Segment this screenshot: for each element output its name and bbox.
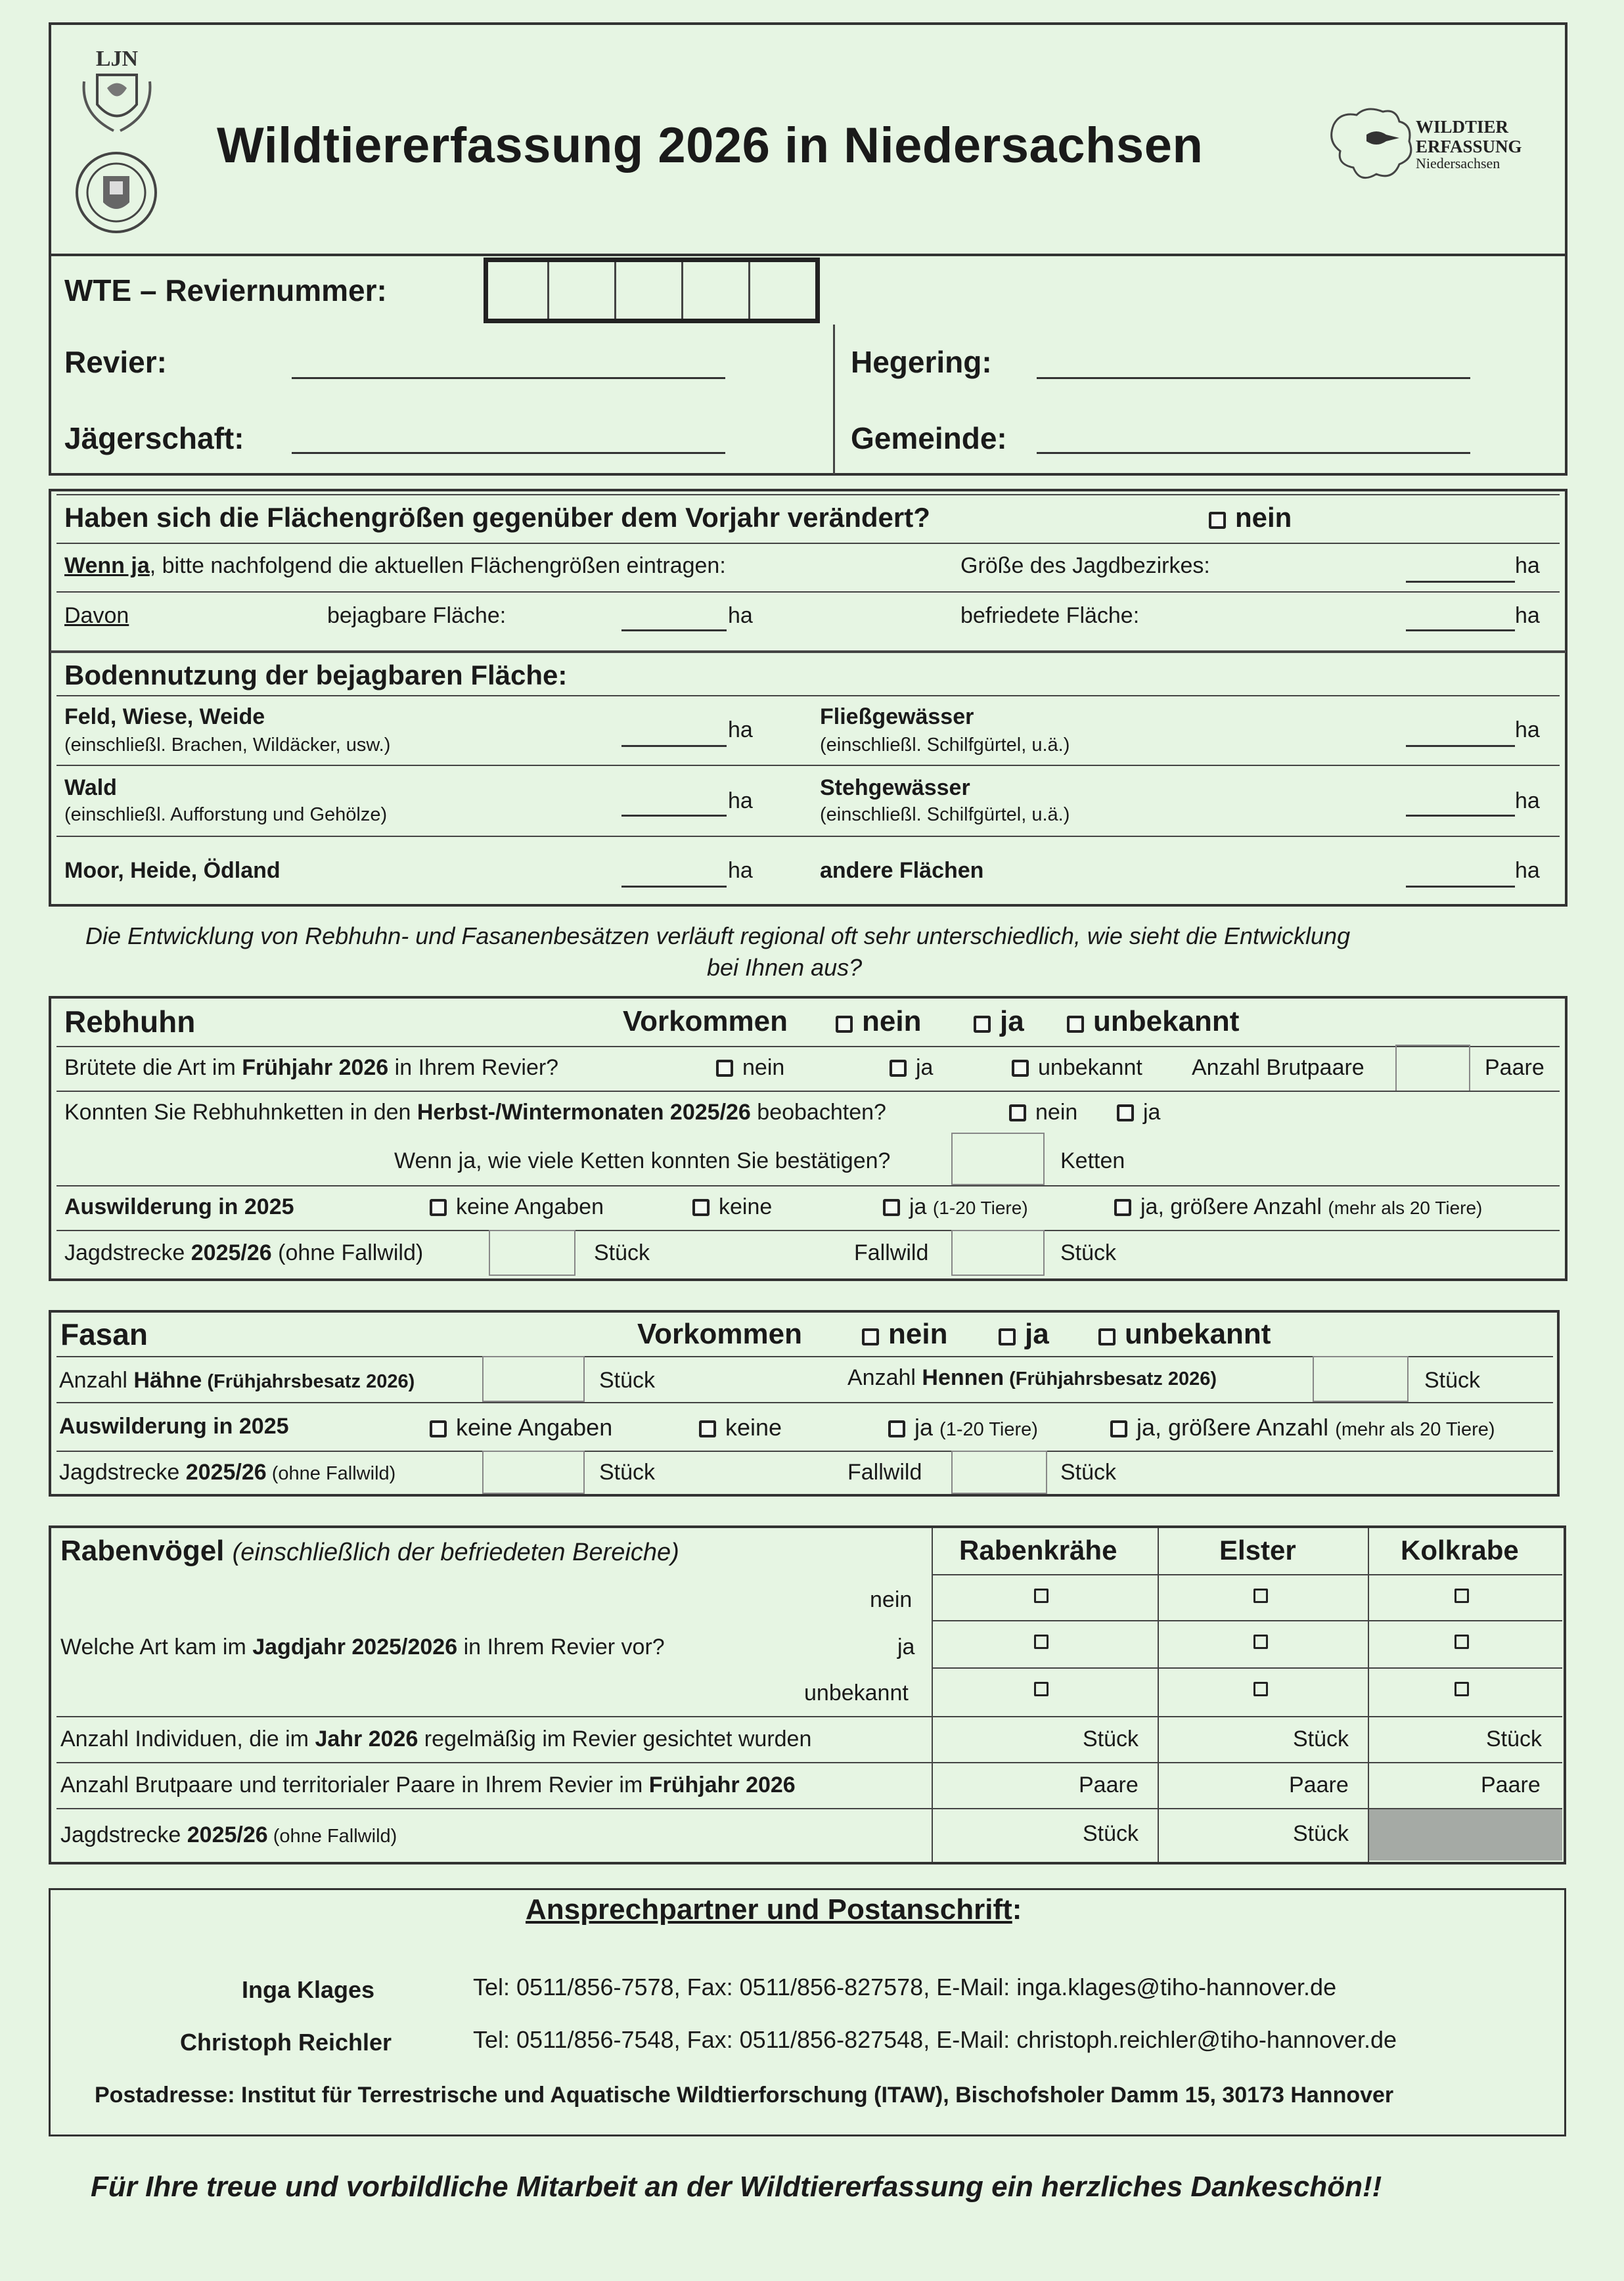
ha-unit: ha (1515, 788, 1540, 813)
fasan-auswilderung-label: Auswilderung in 2025 (59, 1414, 289, 1439)
jaegerschaft-label: Jägerschaft: (64, 421, 244, 455)
rebhuhn-ausw-ja[interactable]: ja (1-20 Tiere) (883, 1194, 1028, 1220)
fasan-haehne-input[interactable] (482, 1356, 585, 1402)
raben-jagdstrecke-label: Jagdstrecke 2025/26 (ohne Fallwild) (60, 1822, 397, 1847)
checkbox-icon[interactable] (890, 1060, 907, 1077)
checkbox-icon[interactable] (1117, 1104, 1134, 1121)
elster-ja-checkbox[interactable] (1253, 1635, 1268, 1649)
checkbox-icon[interactable] (974, 1016, 991, 1033)
kolkrabe-unbekannt-checkbox[interactable] (1455, 1682, 1469, 1696)
ha-unit: ha (728, 788, 753, 813)
gemeinde-label: Gemeinde: (851, 421, 1007, 455)
stueck-unit: Stück (1060, 1240, 1117, 1265)
raben-nein-label: nein (870, 1587, 913, 1612)
fasan-vorkommen-nein[interactable]: nein (862, 1318, 947, 1351)
elster-nein-checkbox[interactable] (1253, 1589, 1268, 1603)
raben-unbekannt-label: unbekannt (804, 1681, 909, 1705)
checkbox-icon[interactable] (883, 1199, 900, 1216)
befriedete-field[interactable] (1406, 629, 1515, 631)
page-title: Wildtiererfassung 2026 in Niedersachsen (217, 118, 1204, 173)
brutpaare-input[interactable] (1395, 1045, 1470, 1092)
col-elster: Elster (1219, 1535, 1296, 1566)
ketten-input[interactable] (951, 1133, 1045, 1185)
paare-unit: Paare (1289, 1773, 1349, 1797)
flaechen-nein-option[interactable] (1209, 502, 1292, 533)
fliess-sub: (einschließl. Schilfgürtel, u.ä.) (820, 734, 1070, 756)
wenn-ja-text: Wenn ja, bitte nachfolgend die aktuellen Flächengrößen eintragen: (64, 553, 726, 578)
paare-unit: Paare (1481, 1773, 1541, 1797)
wte-label: WTE – Reviernummer: (64, 273, 387, 307)
checkbox-icon[interactable] (692, 1199, 710, 1216)
checkbox-icon[interactable] (1209, 512, 1226, 529)
fasan-hennen-label: Anzahl Hennen (Frühjahrsbesatz 2026) (847, 1365, 1217, 1390)
rebhuhn-vorkommen-label: Vorkommen (623, 1005, 788, 1037)
fasan-vorkommen-ja[interactable]: ja (999, 1318, 1049, 1351)
moor-label: Moor, Heide, Ödland (64, 858, 281, 883)
feld-sub: (einschließl. Brachen, Wildäcker, usw.) (64, 734, 391, 756)
checkbox-icon[interactable] (1012, 1060, 1029, 1077)
rebhuhn-ketten-nein[interactable]: nein (1009, 1100, 1077, 1125)
col-kolkrabe: Kolkrabe (1401, 1535, 1519, 1566)
kontakt-name-1: Inga Klages (242, 1976, 375, 2003)
checkbox-icon[interactable] (716, 1060, 733, 1077)
rebhuhn-bruet-ja[interactable]: ja (890, 1055, 933, 1081)
reviernummer-input[interactable] (484, 258, 820, 323)
rebhuhn-ketten-ja[interactable]: ja (1117, 1100, 1160, 1125)
rabenkraehe-unbekannt-checkbox[interactable] (1034, 1682, 1049, 1696)
stueck-unit: Stück (599, 1368, 656, 1393)
rebhuhn-ketten-question: Konnten Sie Rebhuhnketten in den Herbst-/Wintermonaten 2025/26 beobachten? (64, 1100, 886, 1125)
hegering-field[interactable] (1037, 377, 1470, 379)
steh-sub: (einschließl. Schilfgürtel, u.ä.) (820, 804, 1070, 825)
gemeinde-field[interactable] (1037, 452, 1470, 454)
rebhuhn-ausw-keine-angaben[interactable]: keine Angaben (430, 1194, 604, 1220)
rebhuhn-auswilderung-label: Auswilderung in 2025 (64, 1194, 294, 1219)
paare-unit: Paare (1079, 1773, 1139, 1797)
svg-text:ERFASSUNG: ERFASSUNG (1416, 137, 1522, 156)
option-label: nein (1235, 502, 1292, 533)
fasan-ausw-keine[interactable]: keine (699, 1414, 782, 1441)
intro-line-1: Die Entwicklung von Rebhuhn- und Fasanenbesätzen verläuft regional oft sehr unterschiedlich, wie sieht die Entwicklung (85, 922, 1351, 949)
revier-label: Revier: (64, 345, 167, 379)
checkbox-icon[interactable] (1110, 1420, 1127, 1437)
fliess-label: Fließgewässer (820, 704, 974, 729)
flaechen-question: Haben sich die Flächengrößen gegenüber dem Vorjahr verändert? (64, 502, 930, 533)
anzahl-brutpaare-label: Anzahl Brutpaare (1192, 1055, 1365, 1080)
university-seal-icon (74, 150, 159, 235)
hegering-label: Hegering: (851, 345, 992, 379)
fasan-title: Fasan (60, 1317, 148, 1351)
raben-brutpaare-label: Anzahl Brutpaare und territorialer Paare in Ihrem Revier im Frühjahr 2026 (60, 1773, 796, 1797)
kolkrabe-jagdstrecke-disabled (1369, 1808, 1562, 1861)
rabenvoegel-title: Rabenvögel (einschließlich der befriedeten Bereiche) (60, 1535, 679, 1567)
kontakt-name-2: Christoph Reichler (180, 2029, 392, 2056)
rebhuhn-vorkommen-unbekannt[interactable]: unbekannt (1067, 1005, 1239, 1038)
bodennutzung-title: Bodennutzung der bejagbaren Fläche: (64, 660, 568, 690)
rebhuhn-jagdstrecke-input[interactable] (489, 1230, 575, 1276)
wald-field[interactable] (621, 815, 727, 817)
kontakt-info-1: Tel: 0511/856-7578, Fax: 0511/856-827578, E-Mail: inga.klages@tiho-hannover.de (473, 1974, 1337, 2000)
svg-text:Niedersachsen: Niedersachsen (1416, 155, 1500, 171)
feld-label: Feld, Wiese, Weide (64, 704, 265, 729)
rebhuhn-title: Rebhuhn (64, 1005, 196, 1039)
fallwild-label: Fallwild (847, 1460, 922, 1485)
bejagbare-field[interactable] (621, 629, 727, 631)
jagdbezirk-label: Größe des Jagdbezirkes: (960, 553, 1210, 578)
paare-unit: Paare (1485, 1055, 1545, 1080)
ha-unit: ha (728, 858, 753, 883)
stueck-unit: Stück (599, 1460, 656, 1485)
fasan-ausw-ja[interactable]: ja (1-20 Tiere) (888, 1414, 1038, 1441)
rebhuhn-jagdstrecke-label: Jagdstrecke 2025/26 (ohne Fallwild) (64, 1240, 424, 1265)
ha-unit: ha (728, 603, 753, 628)
checkbox-icon[interactable] (1114, 1199, 1131, 1216)
stueck-unit: Stück (1293, 1821, 1349, 1846)
rebhuhn-box (49, 996, 1568, 1281)
raben-individuen-label: Anzahl Individuen, die im Jahr 2026 regelmäßig im Revier gesichtet wurden (60, 1727, 812, 1751)
rebhuhn-ausw-keine[interactable]: keine (692, 1194, 772, 1220)
elster-unbekannt-checkbox[interactable] (1253, 1682, 1268, 1696)
stueck-unit: Stück (1293, 1727, 1349, 1751)
kontakt-postadresse: Postadresse: Institut für Terrestrische und Aquatische Wildtierforschung (ITAW), Bischofsholer Damm 15, 30173 Hannover (95, 2083, 1394, 2108)
kolkrabe-ja-checkbox[interactable] (1455, 1635, 1469, 1649)
ha-unit: ha (1515, 553, 1540, 578)
svg-text:LJN: LJN (95, 47, 139, 71)
checkbox-icon[interactable] (699, 1420, 716, 1437)
rabenkraehe-nein-checkbox[interactable] (1034, 1589, 1049, 1603)
svg-text:WILDTIER: WILDTIER (1416, 117, 1509, 137)
rebhuhn-vorkommen-nein[interactable]: nein (836, 1005, 921, 1038)
kolkrabe-nein-checkbox[interactable] (1455, 1589, 1469, 1603)
rebhuhn-bruet-nein[interactable]: nein (716, 1055, 784, 1081)
ha-unit: ha (1515, 858, 1540, 883)
rebhuhn-bruet-question: Brütete die Art im Frühjahr 2026 in Ihrem Revier? (64, 1055, 559, 1080)
rabenkraehe-ja-checkbox[interactable] (1034, 1635, 1049, 1649)
raben-ja-label: ja (897, 1635, 915, 1660)
bejagbare-label: bejagbare Fläche: (327, 603, 507, 628)
fasan-jagdstrecke-label: Jagdstrecke 2025/26 (ohne Fallwild) (59, 1460, 396, 1485)
ljn-crest-icon (78, 42, 156, 141)
rebhuhn-vorkommen-ja[interactable]: ja (974, 1005, 1024, 1038)
checkbox-icon[interactable] (1067, 1016, 1084, 1033)
fasan-ausw-ja-groesser[interactable]: ja, größere Anzahl (mehr als 20 Tiere) (1110, 1414, 1495, 1441)
wenn-ja-ketten-label: Wenn ja, wie viele Ketten konnten Sie bestätigen? (394, 1148, 891, 1173)
flaechen-box (49, 489, 1568, 907)
fasan-haehne-label: Anzahl Hähne (Frühjahrsbesatz 2026) (59, 1368, 415, 1393)
ketten-unit: Ketten (1060, 1148, 1125, 1173)
ha-unit: ha (1515, 603, 1540, 628)
wildtiererfassung-niedersachsen-logo-icon (1320, 99, 1537, 191)
davon-label: Davon (64, 603, 129, 628)
steh-field[interactable] (1406, 815, 1515, 817)
raben-welche-question: Welche Art kam im Jagdjahr 2025/2026 in Ihrem Revier vor? (60, 1635, 665, 1660)
rebhuhn-fallwild-input[interactable] (951, 1230, 1045, 1276)
wald-sub: (einschließl. Aufforstung und Gehölze) (64, 804, 388, 825)
revier-field[interactable] (292, 377, 725, 379)
col-rabenkraehe: Rabenkrähe (959, 1535, 1117, 1566)
moor-field[interactable] (621, 886, 727, 888)
fliess-field[interactable] (1406, 745, 1515, 747)
fasan-hennen-input[interactable] (1313, 1356, 1409, 1402)
checkbox-icon[interactable] (862, 1328, 879, 1345)
stueck-unit: Stück (1060, 1460, 1117, 1485)
kontakt-info-2: Tel: 0511/856-7548, Fax: 0511/856-827548, E-Mail: christoph.reichler@tiho-hannover.de (473, 2026, 1397, 2053)
ha-unit: ha (728, 717, 753, 742)
feld-field[interactable] (621, 745, 727, 747)
fasan-jagdstrecke-input[interactable] (482, 1451, 585, 1494)
jagdbezirk-field[interactable] (1406, 581, 1515, 583)
kontakt-title: Ansprechpartner und Postanschrift: (526, 1893, 1022, 1926)
jaegerschaft-field[interactable] (292, 452, 725, 454)
checkbox-icon[interactable] (999, 1328, 1016, 1345)
andere-field[interactable] (1406, 886, 1515, 888)
checkbox-icon[interactable] (1098, 1328, 1116, 1345)
stueck-unit: Stück (1083, 1821, 1139, 1846)
stueck-unit: Stück (1424, 1368, 1481, 1393)
stueck-unit: Stück (1083, 1727, 1139, 1751)
fasan-vorkommen-unbekannt[interactable]: unbekannt (1098, 1318, 1271, 1351)
befriedete-label: befriedete Fläche: (960, 603, 1140, 628)
rebhuhn-bruet-unbekannt[interactable]: unbekannt (1012, 1055, 1142, 1081)
fasan-fallwild-input[interactable] (951, 1451, 1047, 1494)
checkbox-icon[interactable] (1009, 1104, 1026, 1121)
andere-label: andere Flächen (820, 858, 984, 883)
checkbox-icon[interactable] (430, 1199, 447, 1216)
steh-label: Stehgewässer (820, 775, 970, 800)
checkbox-icon[interactable] (430, 1420, 447, 1437)
stueck-unit: Stück (594, 1240, 650, 1265)
fasan-ausw-keine-angaben[interactable]: keine Angaben (430, 1414, 612, 1441)
rebhuhn-ausw-ja-groesser[interactable]: ja, größere Anzahl (mehr als 20 Tiere) (1114, 1194, 1482, 1220)
checkbox-icon[interactable] (888, 1420, 905, 1437)
fallwild-label: Fallwild (854, 1240, 929, 1265)
footer-thanks: Für Ihre treue und vorbildliche Mitarbeit an der Wildtiererfassung ein herzliches Dankeschön!! (91, 2171, 1382, 2203)
stueck-unit: Stück (1486, 1727, 1543, 1751)
intro-line-2: bei Ihnen aus? (707, 954, 863, 981)
ha-unit: ha (1515, 717, 1540, 742)
fasan-vorkommen-label: Vorkommen (637, 1318, 803, 1350)
wald-label: Wald (64, 775, 117, 800)
checkbox-icon[interactable] (836, 1016, 853, 1033)
